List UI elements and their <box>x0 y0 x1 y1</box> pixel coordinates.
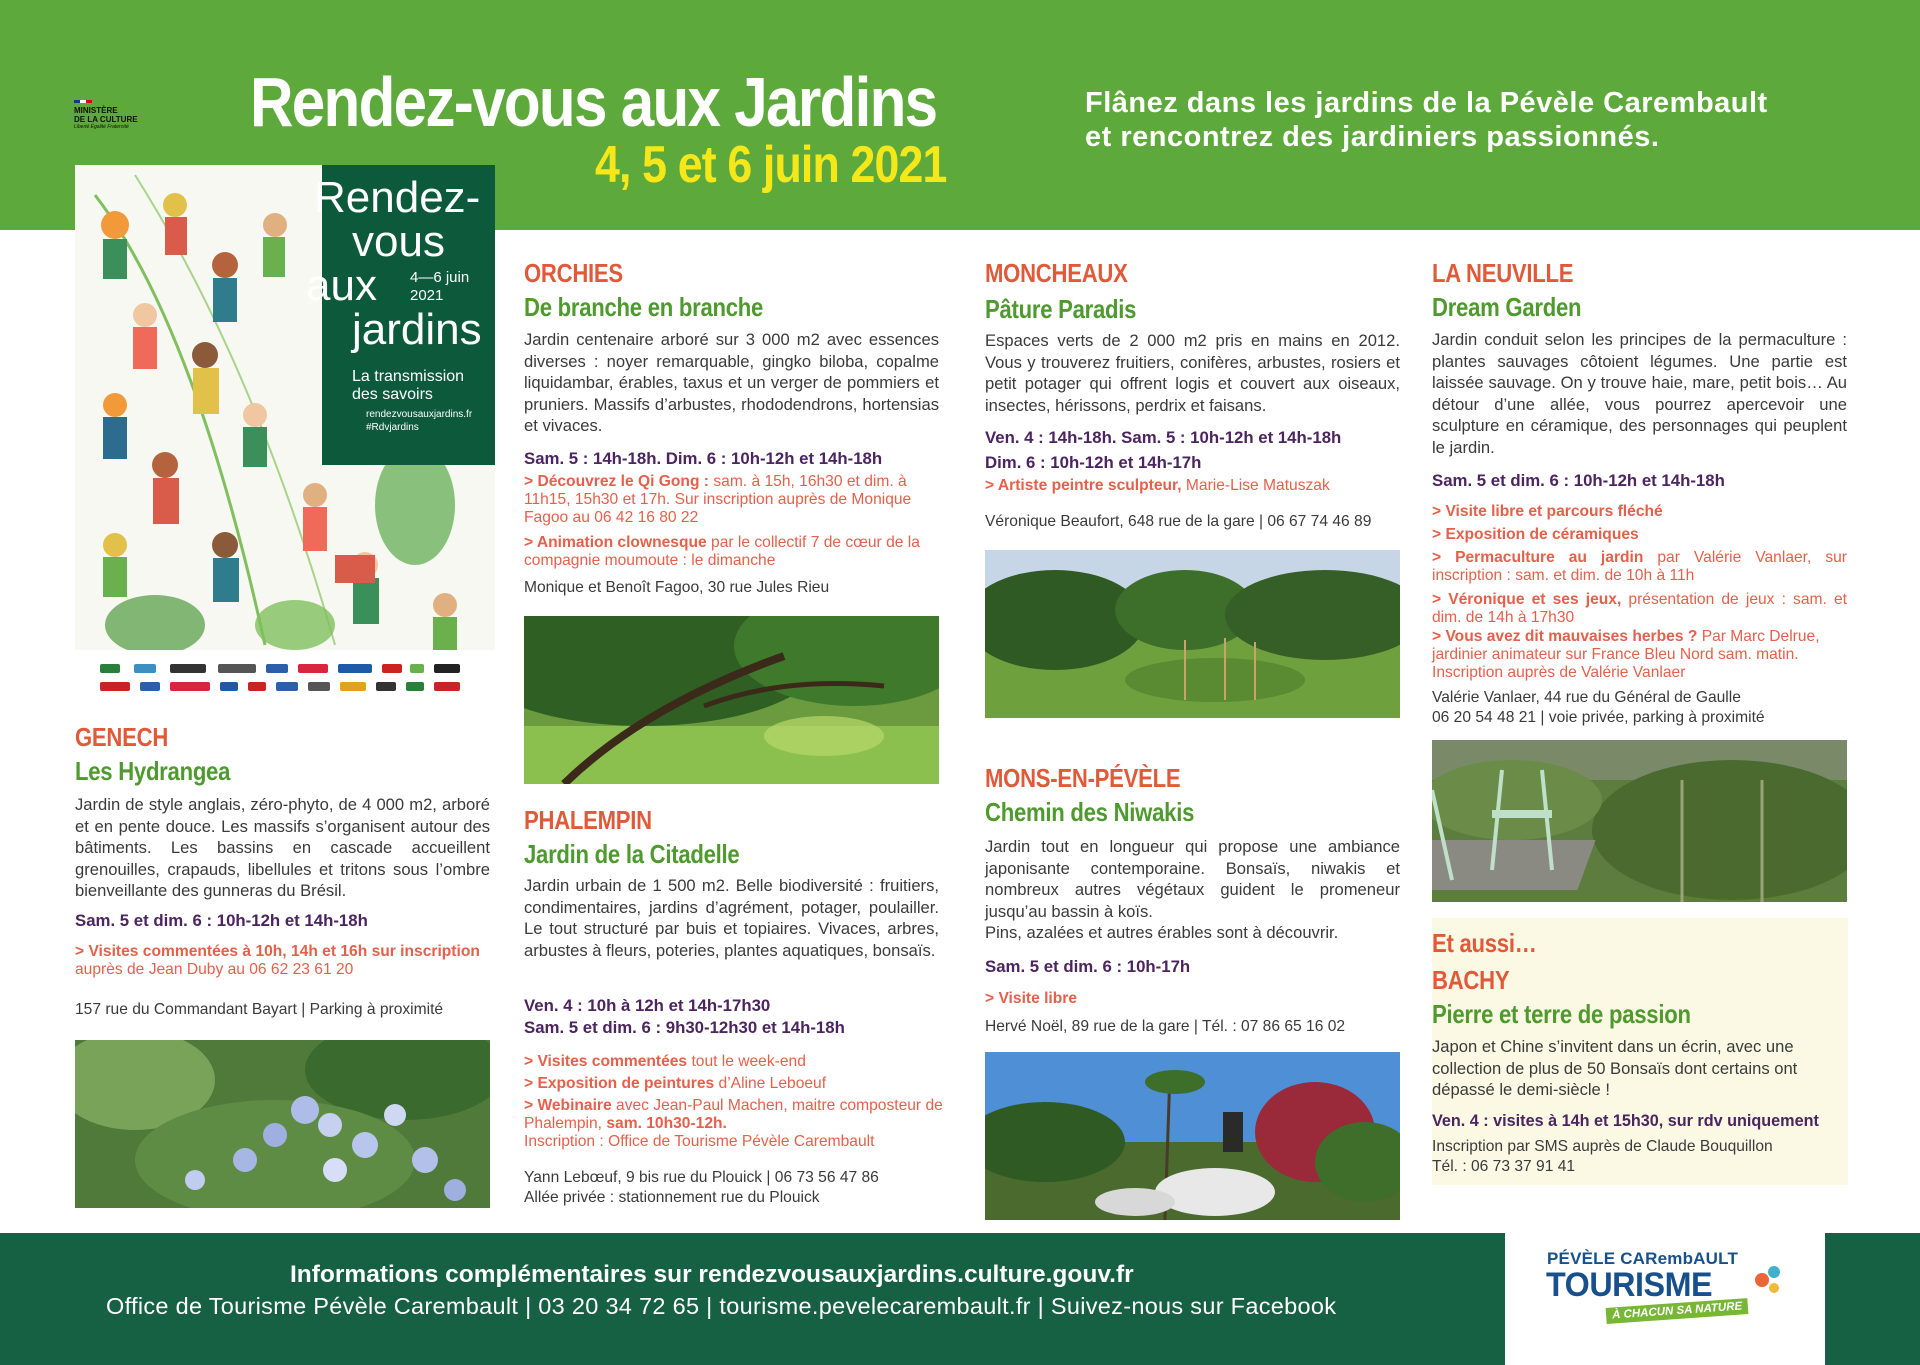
page-title: Rendez-vous aux Jardins <box>250 63 937 141</box>
ministry-motto: Liberté Égalité Fraternité <box>74 124 129 130</box>
phalempin-address-2: Allée privée : stationnement rue du Plouick <box>524 1189 820 1206</box>
phalempin-act2-detail: d’Aline Leboeuf <box>714 1075 827 1092</box>
phalempin-garden-name: Jardin de la Citadelle <box>524 839 740 869</box>
meadow-photo-image <box>985 550 1400 718</box>
bachy-city: BACHY <box>1432 965 1510 995</box>
japanese-garden-photo-image <box>985 1052 1400 1220</box>
poster-line1: Rendez- <box>314 173 481 222</box>
neuville-description: Jardin conduit selon les principes de la permaculture : plantes sauvages côtoient légumes. Une partie est laissée sauvage. On y trouve haie, mare, petit bois… Au détour d’une allée, vous pourrez apercevoir une sculpture en céramique, des personnages qui peuplent le jardin. <box>1432 330 1847 457</box>
poster-line4: jardins <box>352 305 482 354</box>
phalempin-city: PHALEMPIN <box>524 805 652 835</box>
genech-activity-detail: auprès de Jean Duby au 06 62 23 61 20 <box>75 961 354 978</box>
orchies-city: ORCHIES <box>524 258 623 288</box>
bachy-garden-name: Pierre et terre de passion <box>1432 999 1691 1029</box>
ministry-line2: DE LA CULTURE <box>74 115 138 124</box>
bachy-hours: Ven. 4 : visites à 14h et 15h30, sur rdv uniquement <box>1432 1112 1819 1130</box>
ministry-line1: MINISTÈRE <box>74 106 118 115</box>
moncheaux-hours-2: Dim. 6 : 10h-12h et 14h-17h <box>985 453 1202 472</box>
mons-city: MONS-EN-PÉVÈLE <box>985 763 1181 793</box>
genech-photo <box>75 1040 490 1208</box>
tourism-logo-main: TOURISME <box>1546 1266 1713 1304</box>
bachy-address-2: Tél. : 06 73 37 91 41 <box>1432 1158 1576 1175</box>
neuville-photo <box>1432 740 1847 902</box>
moncheaux-activity <box>985 477 1405 495</box>
neuville-act3-detail: par Valérie Vanlaer, sur inscription : sam. et dim. de 10h à 11h <box>1432 549 1847 584</box>
moncheaux-city: MONCHEAUX <box>985 258 1128 288</box>
genech-city: GENECH <box>75 722 169 752</box>
neuville-activity-visit <box>1432 503 1847 521</box>
orchies-description: Jardin centenaire arboré sur 3 000 m2 avec essences diverses : noyer remarquable, gingko biloba, copalme liquidambar, érables, taxus et un verger de pommiers et pruniers. Massifs d’arbustes, rhododendrons, hortensias et vivaces. <box>524 330 939 436</box>
bachy-description: Japon et Chine s’invitent dans un écrin, avec une collection de plus de 50 Bonsaïs dont certains ont dépassé le demi-siècle ! <box>1432 1037 1798 1100</box>
moncheaux-hours-1: Ven. 4 : 14h-18h. Sam. 5 : 10h-12h et 14h-18h <box>985 428 1342 447</box>
neuville-activity-games <box>1432 591 1847 627</box>
phalempin-act1-title: > Visites commentées <box>524 1053 688 1070</box>
neuville-activity-ceramics <box>1432 526 1847 544</box>
orchies-garden-name: De branche en branche <box>524 292 764 322</box>
event-dates: 4, 5 et 6 juin 2021 <box>595 136 947 194</box>
mons-hours: Sam. 5 et dim. 6 : 10h-17h <box>985 957 1191 976</box>
mons-description-2: Pins, azalées et autres érables sont à découvrir. <box>985 923 1339 942</box>
phalempin-activity-webinar <box>524 1097 944 1151</box>
poster-url: rendezvousauxjardins.fr <box>366 409 473 420</box>
neuville-garden-name: Dream Garden <box>1432 292 1582 322</box>
genech-garden-name: Les Hydrangea <box>75 756 231 786</box>
poster-dates-a: 4—6 juin <box>410 269 470 286</box>
poster-hashtag: #Rdvjardins <box>366 422 419 433</box>
orchies-activity-qigong <box>524 473 939 527</box>
orchies-act1-title: > Découvrez le Qi Gong : <box>524 473 710 490</box>
orchies-address: Monique et Benoît Fagoo, 30 rue Jules Rieu <box>524 579 830 596</box>
orchies-hours: Sam. 5 : 14h-18h. Dim. 6 : 10h-12h et 14h-18h <box>524 449 883 468</box>
moncheaux-description: Espaces verts de 2 000 m2 pris en mains en 2012. Vous y trouverez fruitiers, conifères, arbustes, rosiers et petit potager qui offrent logis et couvert aux oiseaux, insectes, hérissons, perdrix et faisans. <box>985 331 1400 415</box>
moncheaux-address: Véronique Beaufort, 648 rue de la gare | 06 67 74 46 89 <box>985 513 1372 530</box>
hydrangea-photo-image <box>75 1040 490 1208</box>
bachy-address-1: Inscription par SMS auprès de Claude Bouquillon <box>1432 1138 1773 1155</box>
neuville-act3-title: > Permaculture au jardin <box>1432 549 1644 566</box>
permaculture-photo-image <box>1432 740 1847 902</box>
phalempin-address-1: Yann Lebœuf, 9 bis rue du Plouick | 06 73 56 47 86 <box>524 1169 879 1186</box>
event-poster <box>75 165 495 650</box>
neuville-activity-weeds <box>1432 628 1847 682</box>
mons-photo <box>985 1052 1400 1220</box>
genech-description: Jardin de style anglais, zéro-phyto, de 4 000 m2, arboré et en pente douce. Les massifs s’organisent autour des bâtiments. Les bassins en cascade accueillent grenouilles, crapauds, libellules et tritons sous l’ombre bienveillante des gunneras du Brésil. <box>75 795 490 901</box>
phalempin-act3-title: > Webinaire <box>524 1097 612 1114</box>
tourism-logo-top: PÉVÈLE CARembAULT <box>1547 1249 1739 1268</box>
tagline <box>1085 86 1905 154</box>
mons-description: Jardin tout en longueur qui propose une ambiance japonisante contemporaine. Bonsaïs, niwakis et nombreux autres végétaux guident le promeneur jusqu’au bassin à koïs. <box>985 837 1400 921</box>
neuville-address-1: Valérie Vanlaer, 44 rue du Général de Gaulle <box>1432 689 1741 706</box>
neuville-act1-title: > Visite libre et parcours fléché <box>1432 503 1663 520</box>
orchies-act1-detail: sam. à 15h, 16h30 et dim. à 11h15, 15h30 et 17h. Sur inscription auprès de Monique Fagoo au 06 42 16 80 22 <box>524 473 912 526</box>
poster-title-panel <box>306 165 495 465</box>
footer-info-link[interactable]: Informations complémentaires sur rendezvousauxjardins.culture.gouv.fr <box>290 1261 1134 1288</box>
neuville-act5-detail: Par Marc Delrue, jardinier animateur sur France Bleu Nord sam. matin. Inscription auprès de Valérie Vanlaer <box>1432 628 1820 681</box>
tree-photo-image <box>524 616 939 784</box>
mons-address: Hervé Noël, 89 rue de la gare | Tél. : 07 86 65 16 02 <box>985 1018 1346 1035</box>
mons-garden-name: Chemin des Niwakis <box>985 797 1195 827</box>
phalempin-activity-exhibit <box>524 1075 944 1093</box>
poster-dates-b: 2021 <box>410 287 444 304</box>
neuville-hours: Sam. 5 et dim. 6 : 10h-12h et 14h-18h <box>1432 471 1725 490</box>
mons-activity <box>985 990 1405 1008</box>
poster-line2: vous <box>352 217 445 266</box>
moncheaux-act-detail: Marie-Lise Matuszak <box>1181 477 1330 494</box>
neuville-act4-detail: présentation de jeux : sam. et dim. de 14h à 17h30 <box>1432 591 1847 626</box>
phalempin-description: Jardin urbain de 1 500 m2. Belle biodiversité : fruitiers, condimentaires, jardins d’agrément, potager, poulailler. Le tout structuré par buis et topiaires. Vivaces, arbres, arbustes à fleurs, poteries, plantes aquatiques, bonsaïs. <box>524 876 939 960</box>
poster-line3: aux <box>306 261 377 310</box>
moncheaux-photo <box>985 550 1400 718</box>
partner-logos <box>100 660 460 700</box>
genech-address: 157 rue du Commandant Bayart | Parking à proximité <box>75 1001 444 1018</box>
phalempin-act3-time: sam. 10h30-12h. <box>606 1115 727 1132</box>
neuville-act2-title: > Exposition de céramiques <box>1432 526 1639 543</box>
et-aussi-heading: Et aussi… <box>1432 928 1537 958</box>
orchies-activity-clown <box>524 534 939 570</box>
phalempin-act2-title: > Exposition de peintures <box>524 1075 715 1092</box>
neuville-act5-title: > Vous avez dit mauvaises herbes ? <box>1432 628 1698 645</box>
genech-activity <box>75 943 495 979</box>
moncheaux-act-title: > Artiste peintre sculpteur, <box>985 477 1182 494</box>
genech-activity-title: > Visites commentées à 10h, 14h et 16h sur inscription <box>75 943 480 960</box>
phalempin-act1-detail: tout le week-end <box>687 1053 806 1070</box>
french-flag-icon <box>74 100 92 103</box>
orchies-photo <box>524 616 939 784</box>
tourism-logo-slogan: À CHACUN SA NATURE <box>1606 1298 1749 1324</box>
genech-hours: Sam. 5 et dim. 6 : 10h-12h et 14h-18h <box>75 911 368 930</box>
neuville-address-2: 06 20 54 48 21 | voie privée, parking à proximité <box>1432 709 1765 726</box>
poster-subtitle-b: des savoirs <box>352 386 433 403</box>
phalempin-hours-1: Ven. 4 : 10h à 12h et 14h-17h30 <box>524 996 771 1015</box>
phalempin-act3-registration: Inscription : Office de Tourisme Pévèle Carembault <box>524 1133 875 1150</box>
orchies-act2-title: > Animation clownesque <box>524 534 707 551</box>
poster-subtitle-a: La transmission <box>352 368 465 385</box>
orchies-act2-detail: par le collectif 7 de cœur de la compagnie moumoute : le dimanche <box>524 534 920 569</box>
mons-act-title: > Visite libre <box>985 990 1078 1007</box>
tagline-line2: et rencontrez des jardiniers passionnés. <box>1085 121 1660 153</box>
footer-contact: Office de Tourisme Pévèle Carembault | 03 20 34 72 65 | tourisme.pevelecarembault.fr | Suivez-nous sur Facebook <box>106 1293 1337 1319</box>
phalempin-act3-detail: avec Jean-Paul Machen, maitre composteur de Phalempin, <box>524 1097 943 1132</box>
neuville-act4-title: > Véronique et ses jeux, <box>1432 591 1622 608</box>
neuville-city: LA NEUVILLE <box>1432 258 1574 288</box>
splash-icon <box>1752 1262 1782 1296</box>
moncheaux-garden-name: Pâture Paradis <box>985 294 1137 324</box>
phalempin-activity-visits <box>524 1053 944 1071</box>
tagline-line1: Flânez dans les jardins de la Pévèle Carembault <box>1085 87 1768 119</box>
phalempin-hours-2: Sam. 5 et dim. 6 : 9h30-12h30 et 14h-18h <box>524 1018 845 1037</box>
neuville-activity-permaculture <box>1432 549 1847 585</box>
ministry-logo <box>74 100 164 130</box>
